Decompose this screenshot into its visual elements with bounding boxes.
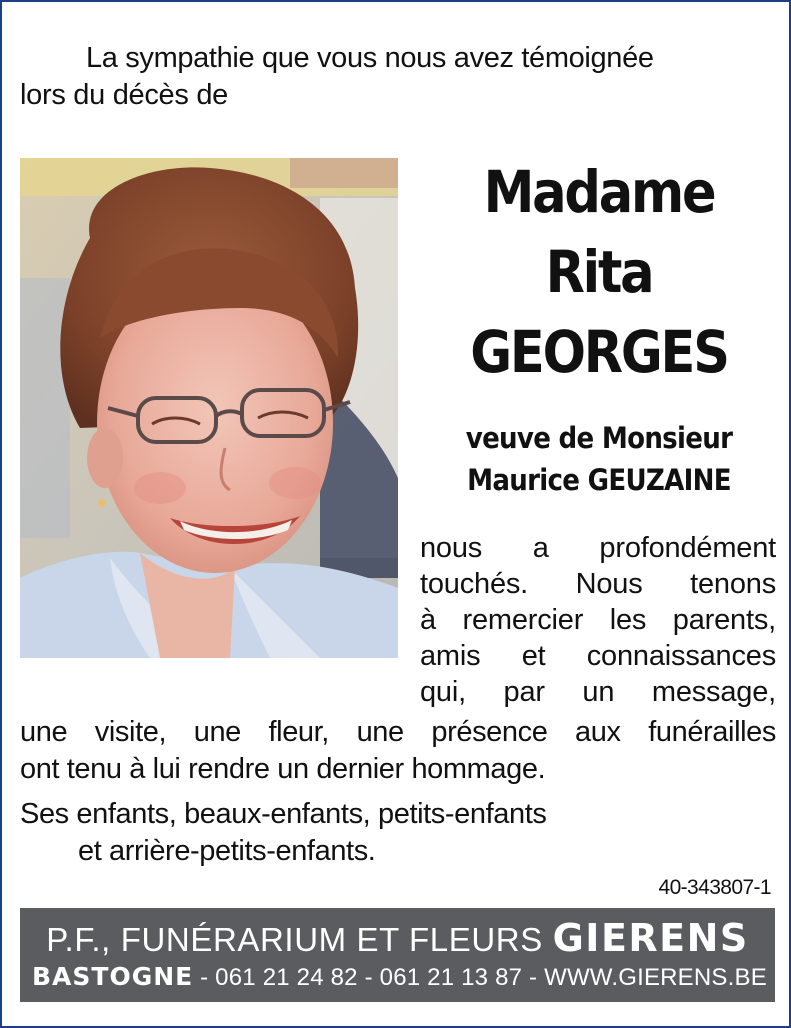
last-name: GEORGES — [470, 318, 728, 386]
widow-line-1: veuve de Monsieur — [465, 421, 733, 455]
reference-number: 40-343807-1 — [658, 876, 771, 899]
intro-line-2: lors du décès de — [20, 79, 228, 111]
first-name: Rita — [545, 238, 653, 306]
portrait-image — [20, 158, 398, 658]
message-right-column — [420, 530, 776, 710]
portrait-photo — [20, 158, 398, 658]
message-line: amis et connaissances — [420, 640, 776, 672]
message-line: qui, par un message, — [420, 676, 776, 708]
family-signature — [20, 796, 776, 870]
message-line: une visite, une fleur, une présence aux funérailles — [20, 716, 776, 748]
widow-line-2: Maurice GEUZAINE — [467, 463, 731, 497]
message-line: à remercier les parents, — [420, 604, 776, 636]
widow-of — [414, 417, 784, 501]
message-full-width — [20, 714, 776, 788]
name-title: Madame — [483, 158, 715, 226]
funeral-home-contact — [32, 960, 767, 995]
funeral-home-contact-details: - 061 21 24 82 - 061 21 13 87 - WWW.GIERENS.BE — [200, 964, 767, 991]
signature-line-1: Ses enfants, beaux-enfants, petits-enfants — [20, 798, 547, 830]
funeral-home-city: BASTOGNE — [32, 962, 194, 991]
deceased-name — [414, 152, 784, 392]
funeral-home-brand: GIERENS — [552, 916, 749, 960]
intro-text — [20, 40, 776, 114]
funeral-home-prefix: P.F., FUNÉRARIUM ET FLEURS — [46, 921, 543, 958]
funeral-home-name — [32, 918, 763, 960]
intro-line-1: La sympathie que vous nous avez témoignée — [86, 42, 654, 74]
signature-line-2: et arrière-petits-enfants. — [78, 835, 376, 867]
message-line: nous a profondément — [420, 532, 776, 564]
message-line: ont tenu à lui rendre un dernier hommage. — [20, 753, 546, 785]
funeral-home-banner — [20, 908, 775, 1002]
message-line: touchés. Nous tenons — [420, 568, 776, 600]
